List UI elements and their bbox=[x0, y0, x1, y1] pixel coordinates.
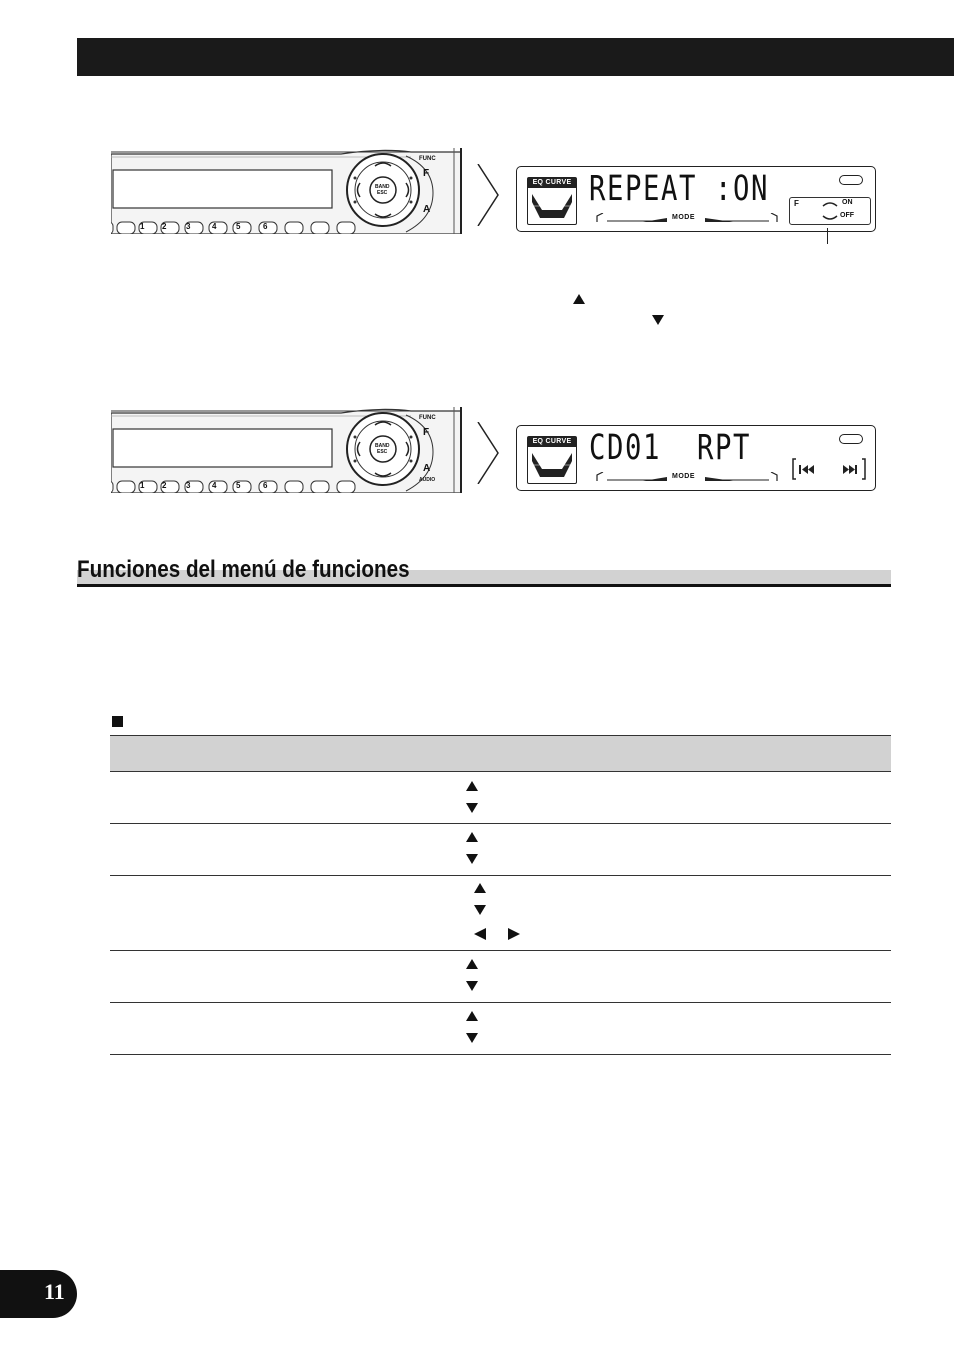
left-arrow-icon bbox=[474, 928, 486, 940]
preset-button-1[interactable]: 1 bbox=[140, 222, 145, 231]
square-bullet-icon bbox=[112, 716, 123, 727]
down-arrow-icon bbox=[466, 1033, 478, 1043]
a-button-label[interactable]: A bbox=[423, 204, 431, 215]
indicator-oval bbox=[839, 434, 863, 444]
table-row bbox=[110, 772, 891, 824]
eq-curve-label: EQ CURVE bbox=[528, 437, 576, 447]
eq-curve-graphic bbox=[527, 177, 577, 225]
a-button-label[interactable]: A bbox=[423, 463, 431, 474]
on-off-indicator bbox=[789, 197, 871, 225]
lcd-display-repeat bbox=[516, 166, 876, 232]
f-button-label[interactable]: F bbox=[423, 427, 430, 438]
down-arrow-icon bbox=[652, 315, 664, 325]
table-row bbox=[110, 951, 891, 1003]
on-label: ON bbox=[842, 199, 853, 206]
page-number: 11 bbox=[44, 1279, 65, 1304]
mode-label: MODE bbox=[669, 473, 698, 480]
up-arrow-icon bbox=[466, 1011, 478, 1021]
up-arrow-icon bbox=[466, 781, 478, 791]
section-heading bbox=[77, 556, 891, 588]
func-button-label[interactable]: FUNC bbox=[419, 415, 436, 421]
esc-button-label[interactable]: ESC bbox=[377, 449, 388, 455]
preset-button-2[interactable]: 2 bbox=[162, 222, 167, 231]
display-text: CD01 RPT bbox=[589, 428, 751, 468]
preset-button-6[interactable]: 6 bbox=[263, 222, 268, 231]
arrow-right-icon bbox=[476, 164, 500, 226]
preset-button-5[interactable]: 5 bbox=[236, 222, 241, 231]
callout-line bbox=[827, 228, 828, 244]
off-label: OFF bbox=[840, 212, 854, 219]
audio-button-label[interactable]: AUDIO bbox=[419, 477, 436, 483]
eq-curve-graphic bbox=[527, 436, 577, 484]
f-button-label[interactable]: F bbox=[423, 168, 430, 179]
preset-button-5[interactable]: 5 bbox=[236, 481, 241, 490]
arrow-right-icon bbox=[476, 422, 500, 484]
table-row bbox=[110, 876, 891, 951]
table-row bbox=[110, 1003, 891, 1055]
preset-button-3[interactable]: 3 bbox=[186, 481, 191, 490]
header-bar bbox=[77, 38, 954, 76]
func-button-label[interactable]: FUNC bbox=[419, 156, 436, 162]
band-button-label[interactable]: BAND bbox=[375, 443, 390, 449]
heading-rule bbox=[77, 584, 891, 587]
head-unit-illustration bbox=[111, 407, 467, 493]
page-number-badge bbox=[0, 1270, 77, 1318]
up-arrow-icon bbox=[466, 959, 478, 969]
preset-button-1[interactable]: 1 bbox=[140, 481, 145, 490]
down-arrow-icon bbox=[466, 981, 478, 991]
up-arrow-icon bbox=[474, 883, 486, 893]
next-track-icon bbox=[843, 465, 857, 474]
track-skip-indicator bbox=[791, 456, 867, 482]
table-row bbox=[110, 824, 891, 876]
display-text: REPEAT :ON bbox=[589, 169, 769, 209]
function-table bbox=[110, 735, 891, 1055]
up-arrow-icon bbox=[466, 832, 478, 842]
lcd-display-cd-repeat bbox=[516, 425, 876, 491]
preset-button-2[interactable]: 2 bbox=[162, 481, 167, 490]
previous-track-icon bbox=[799, 465, 814, 474]
down-arrow-icon bbox=[474, 905, 486, 915]
indicator-oval bbox=[839, 175, 863, 185]
down-arrow-icon bbox=[466, 803, 478, 813]
preset-button-6[interactable]: 6 bbox=[263, 481, 268, 490]
table-header bbox=[110, 735, 891, 772]
down-arrow-icon bbox=[466, 854, 478, 864]
preset-button-4[interactable]: 4 bbox=[212, 222, 217, 231]
up-down-key-icon bbox=[820, 200, 840, 222]
eq-curve-label: EQ CURVE bbox=[528, 178, 576, 188]
band-button-label[interactable]: BAND bbox=[375, 184, 390, 190]
up-arrow-icon bbox=[573, 294, 585, 304]
section-title: Funciones del menú de funciones bbox=[77, 556, 410, 583]
head-unit-illustration bbox=[111, 148, 467, 234]
esc-button-label[interactable]: ESC bbox=[377, 190, 388, 196]
mode-label: MODE bbox=[669, 214, 698, 221]
preset-button-3[interactable]: 3 bbox=[186, 222, 191, 231]
f-indicator-label: F bbox=[794, 199, 799, 208]
preset-button-4[interactable]: 4 bbox=[212, 481, 217, 490]
right-arrow-icon bbox=[508, 928, 520, 940]
